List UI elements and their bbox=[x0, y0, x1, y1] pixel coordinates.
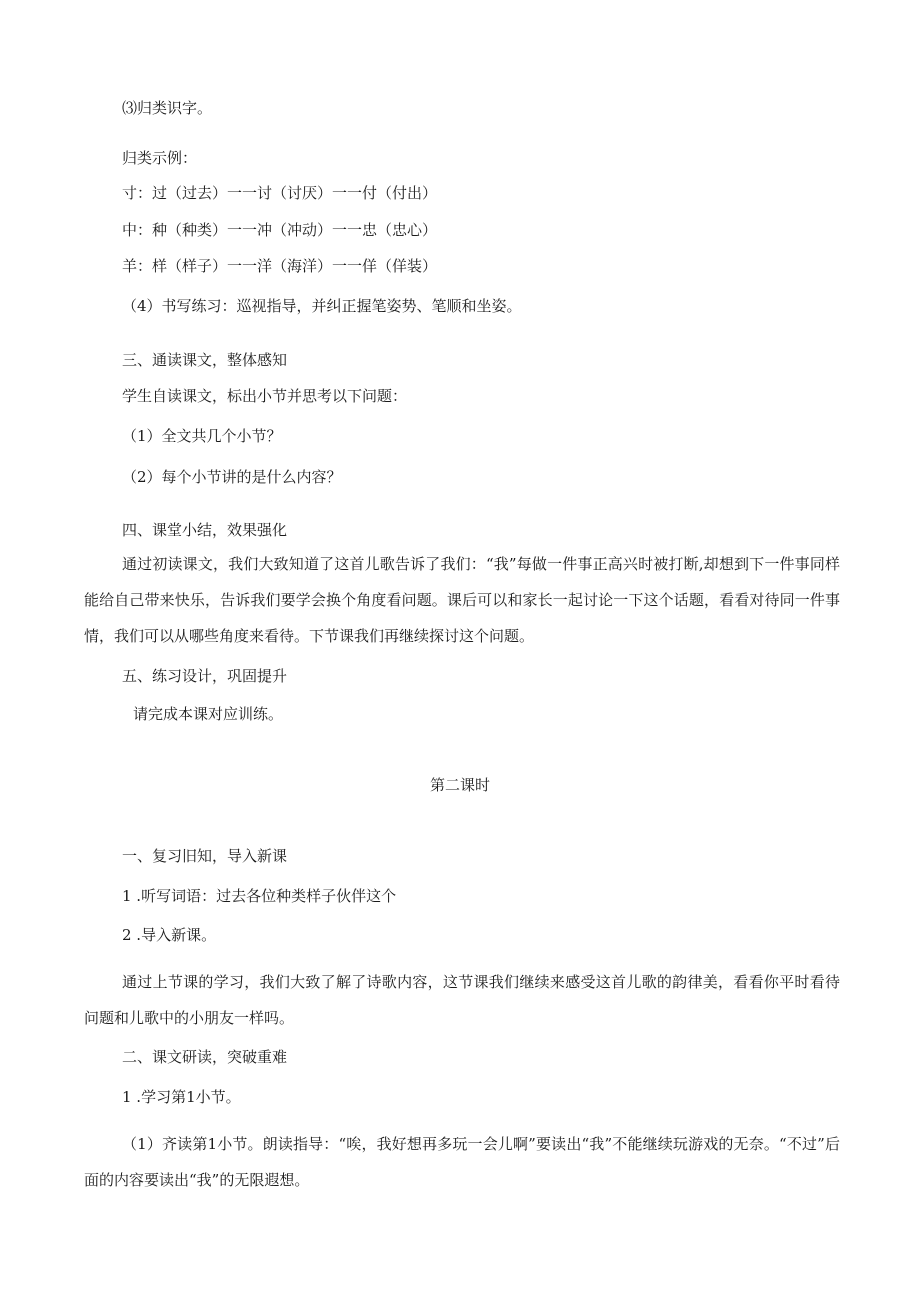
text-line: ⑶归类识字。 bbox=[122, 99, 213, 117]
text-line: 1 .听写词语：过去各位种类样子伙伴这个 bbox=[122, 887, 397, 905]
lesson-title: 第二课时 bbox=[429, 776, 490, 794]
text-line: 羊：样（样子）一一洋（海洋）一一佯（佯装） bbox=[122, 257, 438, 275]
text-line: （1）全文共几个小节？ bbox=[122, 427, 282, 445]
section-heading: 四、课堂小结，效果强化 bbox=[122, 521, 288, 539]
paragraph: 通过上节课的学习，我们大致了解了诗歌内容，这节课我们继续来感受这首儿歌的韵律美，看看你平时看待问题和儿歌中的小朋友一样吗。 bbox=[84, 973, 840, 1027]
section-heading: 二、课文研读，突破重难 bbox=[122, 1048, 288, 1066]
text-line: 归类示例： bbox=[122, 149, 198, 167]
text-line: 1 .学习第1小节。 bbox=[122, 1088, 241, 1106]
section-heading: 三、通读课文，整体感知 bbox=[122, 351, 288, 369]
text-line: （4）书写练习：巡视指导，并纠正握笔姿势、笔顺和坐姿。 bbox=[122, 297, 522, 315]
text-line: 2 .导入新课。 bbox=[122, 926, 217, 944]
section-heading: 五、练习设计，巩固提升 bbox=[122, 667, 288, 685]
paragraph: （1）齐读第1小节。朗读指导：“唉，我好想再多玩一会儿啊”要读出“我”不能继续玩游戏的无奈。“不过”后面的内容要读出“我”的无限遐想。 bbox=[84, 1135, 840, 1189]
text-line: （2）每个小节讲的是什么内容？ bbox=[122, 468, 342, 486]
text-line: 请完成本课对应训练。 bbox=[133, 705, 284, 723]
text-line: 寸：过（过去）一一讨（讨厌）一一付（付出） bbox=[122, 184, 438, 202]
text-line: 学生自读课文，标出小节并思考以下问题： bbox=[122, 387, 408, 405]
text-line: 中：种（种类）一一冲（冲动）一一忠（忠心） bbox=[122, 221, 438, 239]
paragraph: 通过初读课文，我们大致知道了这首儿歌告诉了我们：“我”每做一件事正高兴时被打断,却想到下一件事同样能给自己带来快乐，告诉我们要学会换个角度看问题。课后可以和家长一起讨论一下这个话题，看看对待同一件事情，我们可以从哪些角度来看待。下节课我们再继续探讨这个问题。 bbox=[84, 555, 840, 645]
section-heading: 一、复习旧知，导入新课 bbox=[122, 847, 288, 865]
